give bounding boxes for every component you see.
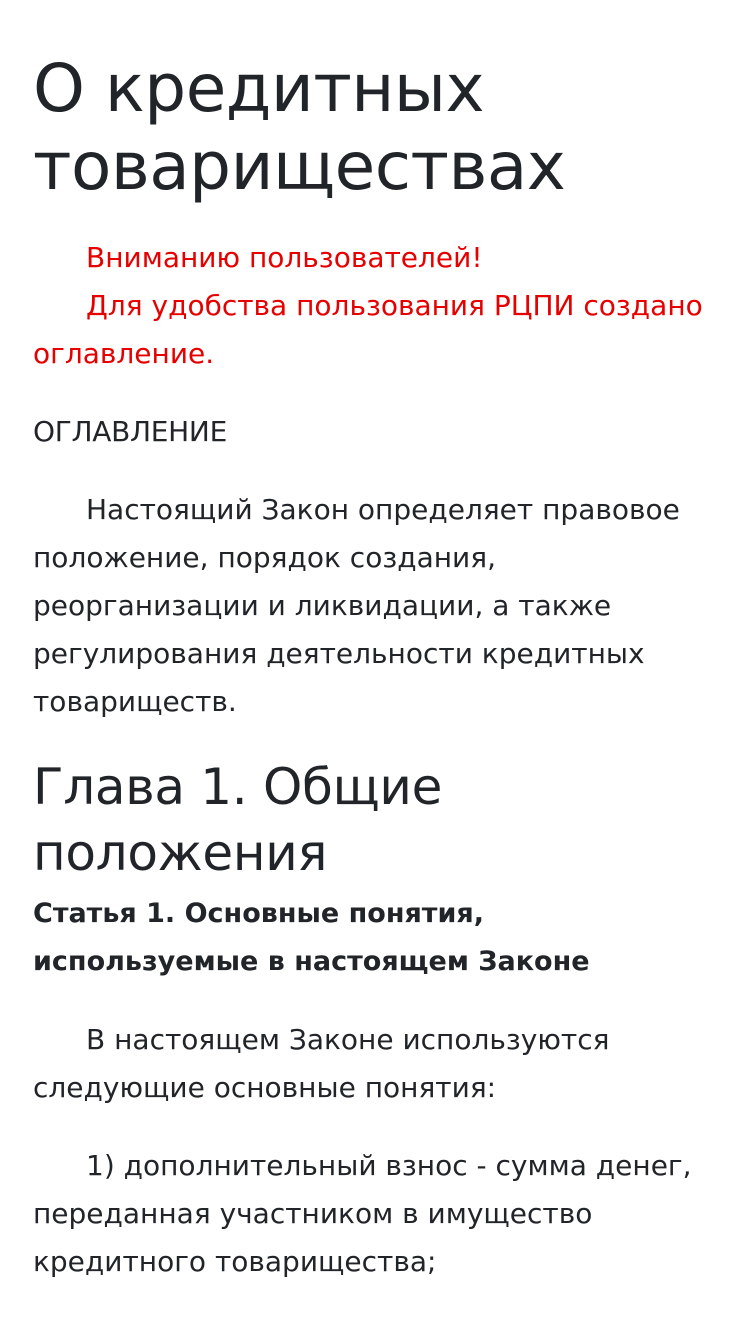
page-title: О кредитных товариществах	[33, 50, 566, 205]
article-intro-paragraph: В настоящем Законе используются следующие основные понятия:	[33, 1023, 610, 1104]
article-heading: Статья 1. Основные понятия, используемые в настоящем Законе	[33, 898, 590, 977]
notice-text: Для удобства пользования РЦПИ создано оглавление.	[33, 289, 703, 370]
user-notice	[33, 234, 717, 378]
notice-heading: Вниманию пользователей!	[86, 241, 483, 274]
chapter-heading: Глава 1. Общие положения	[33, 758, 443, 882]
definition-item: 1) дополнительный взнос - сумма денег, переданная участником в имущество кредитного товарищества;	[33, 1149, 692, 1278]
preamble-paragraph: Настоящий Закон определяет правовое положение, порядок создания, реорганизации и ликвидации, а также регулирования деятельности кредитных товариществ.	[33, 493, 680, 718]
table-of-contents-link[interactable]: ОГЛАВЛЕНИЕ	[33, 415, 227, 448]
